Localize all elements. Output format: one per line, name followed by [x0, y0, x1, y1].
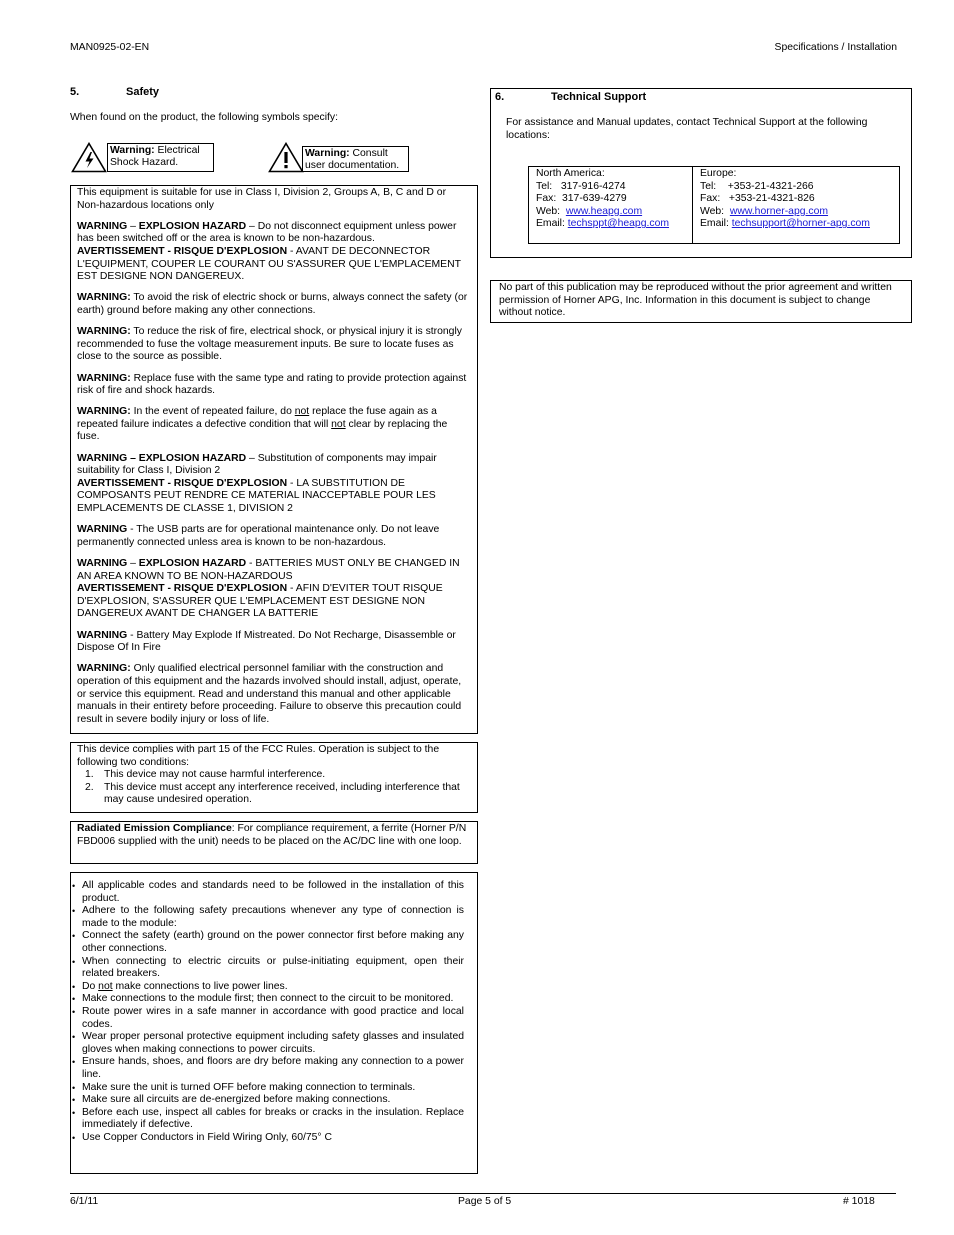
bullet-icon: •: [72, 1095, 76, 1106]
warn-hazard: EXPLOSION HAZARD: [138, 558, 247, 569]
warn-hazard: EXPLOSION HAZARD: [138, 220, 247, 232]
bullet-icon: •: [72, 1032, 76, 1043]
warn-text: To avoid the risk of electric shock or burns, always connect the safety (or earth) ground before making any other connections.: [77, 292, 468, 316]
warn-label: WARNING – EXPLOSION HAZARD: [77, 452, 247, 464]
precautions-box: [70, 872, 478, 1174]
safety-heading: [70, 86, 159, 99]
list-item: [72, 981, 464, 994]
warning-explosion-disconnect: [77, 221, 471, 284]
warn-dash: –: [127, 220, 139, 232]
tel-label: Tel:: [700, 180, 717, 192]
warn-label: WARNING: [77, 524, 128, 536]
warn-text: In the event of repeated failure, do: [130, 406, 295, 418]
email-label: Email:: [700, 218, 729, 230]
bullet-icon: •: [72, 906, 76, 917]
warning-qualified-personnel: [77, 663, 471, 726]
bullet-icon: •: [72, 994, 76, 1005]
list-item: [85, 782, 471, 807]
bullet-icon: •: [72, 1006, 76, 1017]
bullet-icon: •: [72, 1057, 76, 1068]
list-text: Ensure hands, shoes, and floors are dry before making any connection to a power line.: [82, 1056, 464, 1080]
bullet-icon: •: [72, 931, 76, 942]
list-item: [72, 1031, 464, 1056]
list-text-part: make connections to live power lines.: [112, 980, 288, 992]
symbol2-text2: user documentation.: [305, 160, 400, 172]
caution-icon: [268, 142, 304, 173]
radiated-emission-box: [70, 821, 478, 864]
avert-text: - LA SUBSTITUTION DE COMPOSANTS PEUT RENDRE CE MATERIAL INACCEPTABLE POUR LES EMPLACEMENTS DE CLASSE 1, DIVISION 2: [77, 477, 436, 515]
footer-divider: [70, 1193, 896, 1194]
safety-title: Safety: [126, 86, 160, 98]
list-item: [85, 769, 471, 782]
avert-label: AVERTISSEMENT - RISQUE D'EXPLOSION: [77, 245, 288, 257]
symbol1-label: Warning:: [110, 145, 155, 156]
class1-div2-note: This equipment is suitable for use in Class I, Division 2, Groups A, B, C and D or Non-hazardous locations only: [77, 187, 447, 211]
list-item: [72, 993, 464, 1006]
tel-row: [700, 181, 892, 194]
safety-number: 5.: [70, 86, 80, 98]
symbol1-text1: Electrical: [154, 145, 200, 156]
email-link[interactable]: techsupport@horner-apg.com: [731, 218, 870, 230]
warn-emphasis: not: [331, 418, 346, 430]
email-row: [536, 218, 685, 231]
list-text: Make connections to the module first; then connect to the circuit to be monitored.: [82, 993, 454, 1005]
warn-emphasis: not: [294, 406, 310, 418]
list-text: This device must accept any interference received, including interference that may cause undesired operation.: [104, 781, 460, 806]
web-row: [700, 206, 892, 219]
symbol1-text2: Shock Hazard.: [110, 157, 179, 169]
web-label: Web:: [700, 205, 725, 217]
fcc-intro: This device complies with part 15 of the FCC Rules. Operation is subject to the following two conditions:: [77, 744, 440, 768]
contact-table: [528, 166, 900, 244]
list-text: Route power wires in a safe manner in accordance with good practice and local codes.: [82, 1005, 464, 1030]
list-item: [72, 880, 464, 905]
avert-label: AVERTISSEMENT - RISQUE D'EXPLOSION: [77, 477, 288, 489]
list-text-part: Do: [82, 980, 99, 992]
bullet-icon: •: [72, 956, 76, 967]
warn-text: - The USB parts are for operational maintenance only. Do not leave permanently connected unless area is known to be non-hazardous.: [77, 524, 440, 548]
contact-north-america: [529, 167, 692, 243]
list-item: [72, 956, 464, 981]
tel-row: [536, 181, 685, 194]
warn-label: WARNING:: [77, 372, 131, 384]
tech-support-box: [490, 88, 912, 258]
avert-text: - AVANT DE DECONNECTOR L'EQUIPMENT, COUPER LE COURANT OU S'ASSURER QUE L'EMPLACEMENT EST DESIGNE NON DANGEREUX.: [77, 245, 461, 283]
warning-battery-explode: [77, 630, 471, 655]
warning-substitution: [77, 453, 471, 516]
electrical-warning-label: [107, 143, 214, 172]
web-link[interactable]: www.horner-apg.com: [729, 205, 829, 217]
list-text: Before each use, inspect all cables for breaks or cracks in the insulation. Replace immediately if defective.: [82, 1106, 464, 1131]
contact-europe: [692, 167, 899, 243]
safety-intro: When found on the product, the following symbols specify:: [70, 112, 338, 123]
warn-text: – Do not disconnect equipment unless power has been switched off or the area is known to be non-hazardous.: [77, 220, 457, 245]
list-number: 1.: [85, 769, 94, 781]
avert-text: - AFIN D'EVITER TOUT RISQUE D'EXPLOSION, S'ASSURER QUE L'EMPLACEMENT EST DESIGNE NON DANGEREUX AVANT DE CHANGER LA BATTERIE: [77, 583, 443, 620]
header-section: Specifications / Installation: [774, 42, 897, 53]
warning-ground: [77, 292, 471, 317]
symbol2-text1: Consult: [349, 148, 388, 159]
list-number: 2.: [85, 781, 94, 793]
list-item: [72, 905, 464, 930]
warn-label: WARNING:: [77, 406, 131, 418]
avert-label: AVERTISSEMENT - RISQUE D'EXPLOSION: [77, 583, 288, 595]
list-emphasis: not: [98, 980, 113, 992]
email-row: [700, 218, 892, 231]
copyright-box: No part of this publication may be reproduced without the prior agreement and written permission of Horner APG, Inc. Information in this document is subject to change without notice.: [490, 280, 912, 323]
bullet-icon: •: [72, 1082, 76, 1093]
list-text: [82, 981, 464, 994]
warning-batteries: [77, 558, 471, 621]
fcc-conditions: [85, 769, 471, 807]
fax-row: [536, 193, 685, 206]
warn-text: replace the fuse again as a repeated failure indicates a defective condition that will: [77, 406, 437, 430]
warnings-box: [70, 185, 478, 734]
list-text: Make sure all circuits are de-energized before making connections.: [82, 1094, 391, 1106]
web-label: Web:: [536, 205, 561, 217]
warn-label: WARNING:: [77, 663, 131, 675]
warning-usb: [77, 524, 471, 549]
fax-label: Fax:: [536, 193, 557, 205]
fax-value: 317-639-4279: [562, 193, 627, 205]
support-heading: [495, 91, 646, 104]
list-text: Adhere to the following safety precautions whenever any type of connection is made to the module:: [82, 905, 464, 929]
region-label: North America:: [536, 168, 605, 179]
list-item: [72, 1094, 464, 1107]
warn-text: - Battery May Explode If Mistreated. Do Not Recharge, Disassemble or Dispose Of In Fire: [77, 629, 456, 654]
warn-text: – Substitution of components may impair suitability for Class I, Division 2: [77, 452, 437, 477]
list-item: [72, 1107, 464, 1132]
warning-fuse-inputs: [77, 326, 471, 364]
bullet-icon: •: [72, 981, 76, 992]
footer-date: 6/1/11: [70, 1196, 99, 1207]
support-title: Technical Support: [551, 91, 647, 103]
warn-label: WARNING: [77, 558, 128, 569]
radiated-text: : For compliance requirement, a ferrite (Horner P/N FBD006 supplied with the unit) needs to be placed on the AC/DC line with one loop.: [77, 823, 467, 847]
warn-text: To reduce the risk of fire, electrical shock, or physical injury it is strongly recommended to fuse the voltage measurement inputs. Be sure to locate fuses as close to the source as possible.: [77, 326, 462, 363]
consult-warning-label: [302, 146, 409, 172]
list-text: Connect the safety (earth) ground on the power connector first before making any other connections.: [82, 930, 464, 954]
warn-text: clear by replacing the fuse.: [77, 418, 448, 443]
list-item: [72, 1132, 464, 1145]
warn-text: Replace fuse with the same type and rating to provide protection against risk of fire and shock hazards.: [77, 372, 467, 397]
list-text: All applicable codes and standards need to be followed in the installation of this product.: [82, 880, 464, 904]
email-link[interactable]: techsppt@heapg.com: [567, 218, 670, 230]
electrical-hazard-icon: [71, 142, 107, 173]
doc-id: MAN0925-02-EN: [70, 42, 150, 53]
list-text: Wear proper personal protective equipment including safety glasses and insulated gloves when making connections to power circuits.: [82, 1031, 464, 1055]
fax-value: +353-21-4321-826: [728, 193, 815, 205]
footer-page: Page 5 of 5: [458, 1196, 512, 1207]
list-item: [72, 930, 464, 955]
fax-label: Fax:: [700, 193, 721, 205]
bullet-icon: •: [72, 1132, 76, 1143]
tel-label: Tel:: [536, 180, 553, 192]
warn-label: WARNING: [77, 629, 128, 641]
fcc-box: [70, 742, 478, 813]
support-intro: For assistance and Manual updates, contact Technical Support at the following locations:: [506, 117, 868, 141]
warning-repeated-failure: [77, 406, 471, 444]
list-text: This device may not cause harmful interference.: [104, 769, 326, 781]
warn-text: - BATTERIES MUST ONLY BE CHANGED IN AN AREA KNOWN TO BE NON-HAZARDOUS: [77, 558, 460, 582]
web-link[interactable]: www.heapg.com: [565, 205, 643, 217]
list-text: When connecting to electric circuits or pulse-initiating equipment, open their related breakers.: [82, 955, 464, 980]
warn-label: WARNING:: [77, 292, 131, 304]
warn-label: WARNING:: [77, 326, 131, 338]
support-number: 6.: [495, 91, 505, 103]
bullet-icon: •: [72, 1107, 76, 1118]
list-item: [72, 1082, 464, 1095]
warn-dash: –: [127, 558, 139, 569]
region-label: Europe:: [700, 168, 737, 179]
warning-fuse-replace: [77, 373, 471, 398]
bullet-icon: •: [72, 881, 76, 891]
warn-label: WARNING: [77, 220, 128, 232]
list-text: Use Copper Conductors in Field Wiring Only, 60/75° C: [82, 1131, 332, 1143]
tel-value: 317-916-4274: [560, 180, 626, 192]
list-item: [72, 1006, 464, 1031]
symbol2-label: Warning:: [305, 148, 350, 159]
list-item: [72, 1056, 464, 1081]
footer-docnum: # 1018: [843, 1196, 875, 1207]
email-label: Email:: [536, 218, 565, 230]
radiated-label: Radiated Emission Compliance: [77, 823, 232, 834]
web-row: [536, 206, 685, 219]
warn-text: Only qualified electrical personnel familiar with the construction and operation of this equipment and the hazards involved should install, adjust, operate, or service this equipment. Read and understand this manual and other applicable manuals in their entirety before proceeding. Failure to observe this precaution could result in severe bodily injury or loss of life.: [77, 663, 462, 725]
fax-row: [700, 193, 892, 206]
list-text: Make sure the unit is turned OFF before making connection to terminals.: [82, 1081, 416, 1093]
tel-value: +353-21-4321-266: [727, 180, 814, 192]
precautions-list: [72, 880, 464, 1144]
